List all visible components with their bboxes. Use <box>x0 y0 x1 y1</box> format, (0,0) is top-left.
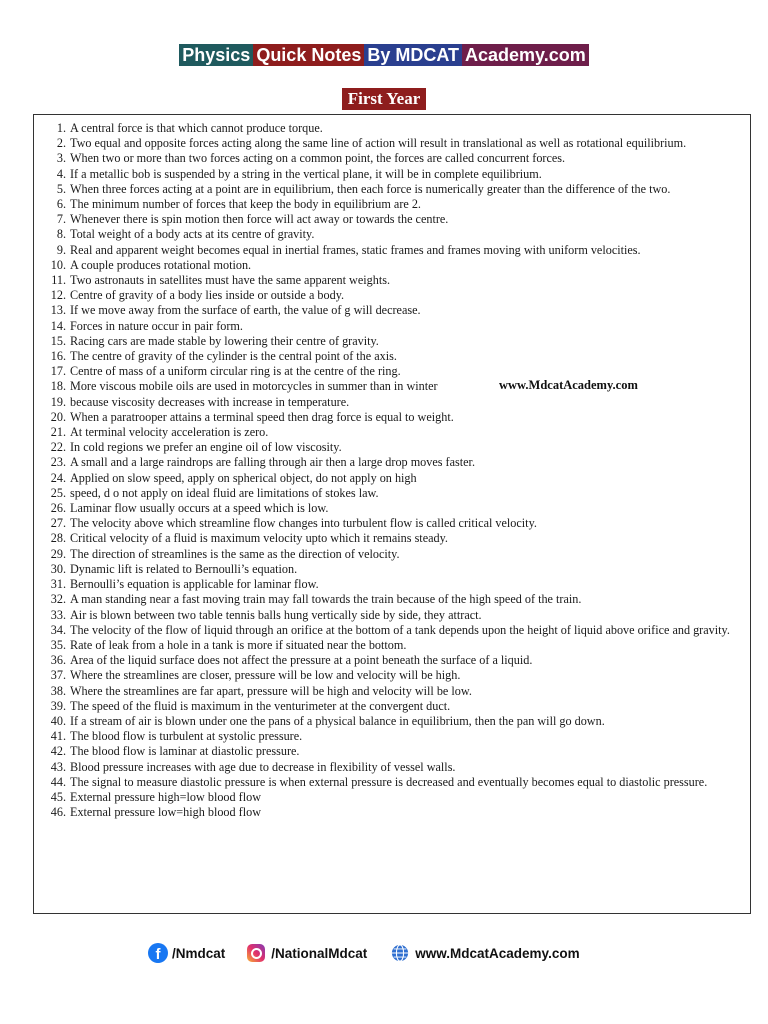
note-item <box>46 577 736 592</box>
note-number: 36. <box>50 653 66 668</box>
note-number: 23. <box>50 455 66 470</box>
note-item <box>46 729 736 744</box>
note-item <box>46 760 736 775</box>
note-number: 3. <box>56 151 66 166</box>
note-text: Blood pressure increases with age due to decrease in flexibility of vessel walls. <box>70 759 456 774</box>
note-item <box>46 608 736 623</box>
note-item <box>46 425 736 440</box>
note-number: 34. <box>50 622 66 637</box>
footer <box>148 942 628 964</box>
title-segment-academy: Academy.com <box>462 44 589 66</box>
note-item <box>46 136 736 151</box>
note-item <box>46 121 736 136</box>
note-number: 5. <box>56 181 66 196</box>
note-text: The signal to measure diastolic pressure is when external pressure is decreased and eventually becomes equal to diastolic pressure. <box>70 774 708 789</box>
note-text: A couple produces rotational motion. <box>70 257 252 272</box>
note-text: Critical velocity of a fluid is maximum velocity upto which it remains steady. <box>70 531 448 546</box>
note-item <box>46 775 736 790</box>
note-number: 44. <box>50 774 66 789</box>
note-number: 26. <box>50 501 66 516</box>
note-item <box>46 288 736 303</box>
note-item <box>46 623 736 638</box>
note-text: The blood flow is turbulent at systolic pressure. <box>70 729 303 744</box>
note-item <box>46 334 736 349</box>
note-number: 29. <box>50 546 66 561</box>
note-number: 14. <box>50 318 66 333</box>
subtitle-banner <box>0 88 768 110</box>
note-item <box>46 319 736 334</box>
note-item <box>46 714 736 729</box>
note-number: 16. <box>50 349 66 364</box>
note-number: 12. <box>50 288 66 303</box>
note-text: Where the streamlines are far apart, pressure will be high and velocity will be low. <box>70 683 472 698</box>
note-item <box>46 790 736 805</box>
note-text: When a paratrooper attains a terminal speed then drag force is equal to weight. <box>70 409 454 424</box>
note-text: Where the streamlines are closer, pressure will be low and velocity will be high. <box>70 668 461 683</box>
note-number: 28. <box>50 531 66 546</box>
note-number: 21. <box>50 425 66 440</box>
note-text: A man standing near a fast moving train may fall towards the train because of the high speed of the train. <box>70 592 582 607</box>
note-text: If a metallic bob is suspended by a string in the vertical plane, it will be in complete equilibrium. <box>70 166 542 181</box>
note-number: 43. <box>50 759 66 774</box>
note-text: The velocity of the flow of liquid through an orifice at the bottom of a tank depends upon the height of liquid above orifice and gravity. <box>70 622 730 637</box>
note-text: In cold regions we prefer an engine oil of low viscosity. <box>70 440 342 455</box>
title-banner-strip <box>179 44 588 66</box>
globe-icon <box>391 944 409 962</box>
note-item <box>46 471 736 486</box>
notes-box <box>33 114 751 914</box>
note-number: 8. <box>56 227 66 242</box>
note-text: Two astronauts in satellites must have the same apparent weights. <box>70 273 391 288</box>
note-text: Bernoulli’s equation is applicable for laminar flow. <box>70 577 319 592</box>
note-text: speed, d o not apply on ideal fluid are limitations of stokes law. <box>70 485 379 500</box>
title-segment-quick-notes: Quick Notes <box>253 44 364 66</box>
note-item <box>46 258 736 273</box>
note-text: If a stream of air is blown under one the pans of a physical balance in equilibrium, then the pan will go down. <box>70 713 605 728</box>
note-number: 24. <box>50 470 66 485</box>
note-item <box>46 151 736 166</box>
note-number: 35. <box>50 637 66 652</box>
note-item <box>46 212 736 227</box>
note-item <box>46 227 736 242</box>
note-number: 11. <box>51 273 66 288</box>
note-number: 45. <box>50 789 66 804</box>
note-item <box>46 501 736 516</box>
note-item <box>46 182 736 197</box>
note-number: 37. <box>50 668 66 683</box>
note-item <box>46 395 736 410</box>
note-text: The blood flow is laminar at diastolic pressure. <box>70 744 300 759</box>
note-item <box>46 410 736 425</box>
note-number: 40. <box>50 713 66 728</box>
note-item <box>46 531 736 546</box>
note-text: because viscosity decreases with increase in temperature. <box>70 394 350 409</box>
note-number: 1. <box>56 121 66 135</box>
note-item <box>46 684 736 699</box>
note-number: 9. <box>56 242 66 257</box>
note-item <box>46 486 736 501</box>
note-text: Whenever there is spin motion then force will act away or towards the centre. <box>70 212 449 227</box>
note-number: 4. <box>56 166 66 181</box>
note-number: 17. <box>50 364 66 379</box>
subtitle-first-year: First Year <box>342 88 427 110</box>
note-number: 31. <box>50 577 66 592</box>
note-text: A central force is that which cannot produce torque. <box>70 121 323 135</box>
note-text: Real and apparent weight becomes equal in inertial frames, static frames and frames moving with uniform velocities. <box>70 242 641 257</box>
note-number: 25. <box>50 485 66 500</box>
note-item <box>46 562 736 577</box>
note-number: 39. <box>50 698 66 713</box>
note-text: The direction of streamlines is the same as the direction of velocity. <box>70 546 400 561</box>
note-number: 30. <box>50 561 66 576</box>
note-item <box>46 638 736 653</box>
note-number: 38. <box>50 683 66 698</box>
note-text: External pressure high=low blood flow <box>70 789 262 804</box>
note-text: Rate of leak from a hole in a tank is more if situated near the bottom. <box>70 637 407 652</box>
note-item <box>46 273 736 288</box>
note-text: Laminar flow usually occurs at a speed which is low. <box>70 501 329 516</box>
note-text: The velocity above which streamline flow changes into turbulent flow is called critical velocity. <box>70 516 537 531</box>
facebook-icon: f <box>148 943 168 963</box>
note-number: 27. <box>50 516 66 531</box>
title-segment-by-mdcat: By MDCAT <box>364 44 462 66</box>
note-text: Centre of gravity of a body lies inside or outside a body. <box>70 288 345 303</box>
instagram-icon <box>247 944 265 962</box>
instagram-link[interactable] <box>247 944 367 962</box>
note-item <box>46 455 736 470</box>
note-text: Forces in nature occur in pair form. <box>70 318 243 333</box>
watermark-url: www.MdcatAcademy.com <box>499 378 638 392</box>
notes-list <box>34 115 750 820</box>
note-item <box>46 592 736 607</box>
note-number: 6. <box>56 197 66 212</box>
facebook-handle: /Nmdcat <box>172 945 226 961</box>
note-number: 15. <box>50 333 66 348</box>
note-item <box>46 744 736 759</box>
note-item <box>46 805 736 820</box>
note-number: 10. <box>50 257 66 272</box>
note-item <box>46 516 736 531</box>
note-number: 18. <box>50 379 66 394</box>
note-text: The centre of gravity of the cylinder is the central point of the axis. <box>70 349 397 364</box>
note-number: 2. <box>56 136 66 151</box>
note-number: 20. <box>50 409 66 424</box>
note-text: Total weight of a body acts at its centre of gravity. <box>70 227 315 242</box>
note-item <box>46 243 736 258</box>
title-segment-physics: Physics <box>179 44 253 66</box>
note-item <box>46 547 736 562</box>
note-number: 42. <box>50 744 66 759</box>
website-link[interactable] <box>391 944 579 962</box>
note-text: Racing cars are made stable by lowering their centre of gravity. <box>70 333 379 348</box>
note-text: The minimum number of forces that keep the body in equilibrium are 2. <box>70 197 421 212</box>
note-number: 7. <box>56 212 66 227</box>
instagram-handle: /NationalMdcat <box>271 945 368 961</box>
note-item <box>46 653 736 668</box>
note-number: 22. <box>50 440 66 455</box>
note-number: 41. <box>50 729 66 744</box>
note-item <box>46 440 736 455</box>
note-text: When two or more than two forces acting on a common point, the forces are called concurrent forces. <box>70 151 566 166</box>
website-url: www.MdcatAcademy.com <box>415 945 580 961</box>
note-item <box>46 167 736 182</box>
note-text: When three forces acting at a point are in equilibrium, then each force is numerically greater than the difference of the two. <box>70 181 671 196</box>
note-item <box>46 197 736 212</box>
note-number: 46. <box>50 805 66 820</box>
note-number: 32. <box>50 592 66 607</box>
title-banner <box>0 44 768 66</box>
note-item <box>46 349 736 364</box>
note-text: Two equal and opposite forces acting along the same line of action will result in translational as well as rotational equilibrium. <box>70 136 687 151</box>
note-text: Area of the liquid surface does not affect the pressure at a point beneath the surface of a liquid. <box>70 653 533 668</box>
note-text: Centre of mass of a uniform circular ring is at the centre of the ring. <box>70 364 401 379</box>
note-text: The speed of the fluid is maximum in the venturimeter at the convergent duct. <box>70 698 451 713</box>
note-text: A small and a large raindrops are falling through air then a large drop moves faster. <box>70 455 475 470</box>
note-text: External pressure low=high blood flow <box>70 805 262 820</box>
note-text: Air is blown between two table tennis balls hung vertically side by side, they attract. <box>70 607 482 622</box>
note-number: 33. <box>50 607 66 622</box>
note-text: More viscous mobile oils are used in motorcycles in summer than in winter <box>70 379 438 394</box>
facebook-link[interactable] <box>148 943 225 963</box>
note-number: 13. <box>50 303 66 318</box>
note-item <box>46 699 736 714</box>
note-text: Dynamic lift is related to Bernoulli’s equation. <box>70 561 298 576</box>
note-item <box>46 303 736 318</box>
note-text: If we move away from the surface of earth, the value of g will decrease. <box>70 303 421 318</box>
note-text: At terminal velocity acceleration is zero. <box>70 425 269 440</box>
note-number: 19. <box>50 394 66 409</box>
note-text: Applied on slow speed, apply on spherical object, do not apply on high <box>70 470 417 485</box>
note-item <box>46 668 736 683</box>
